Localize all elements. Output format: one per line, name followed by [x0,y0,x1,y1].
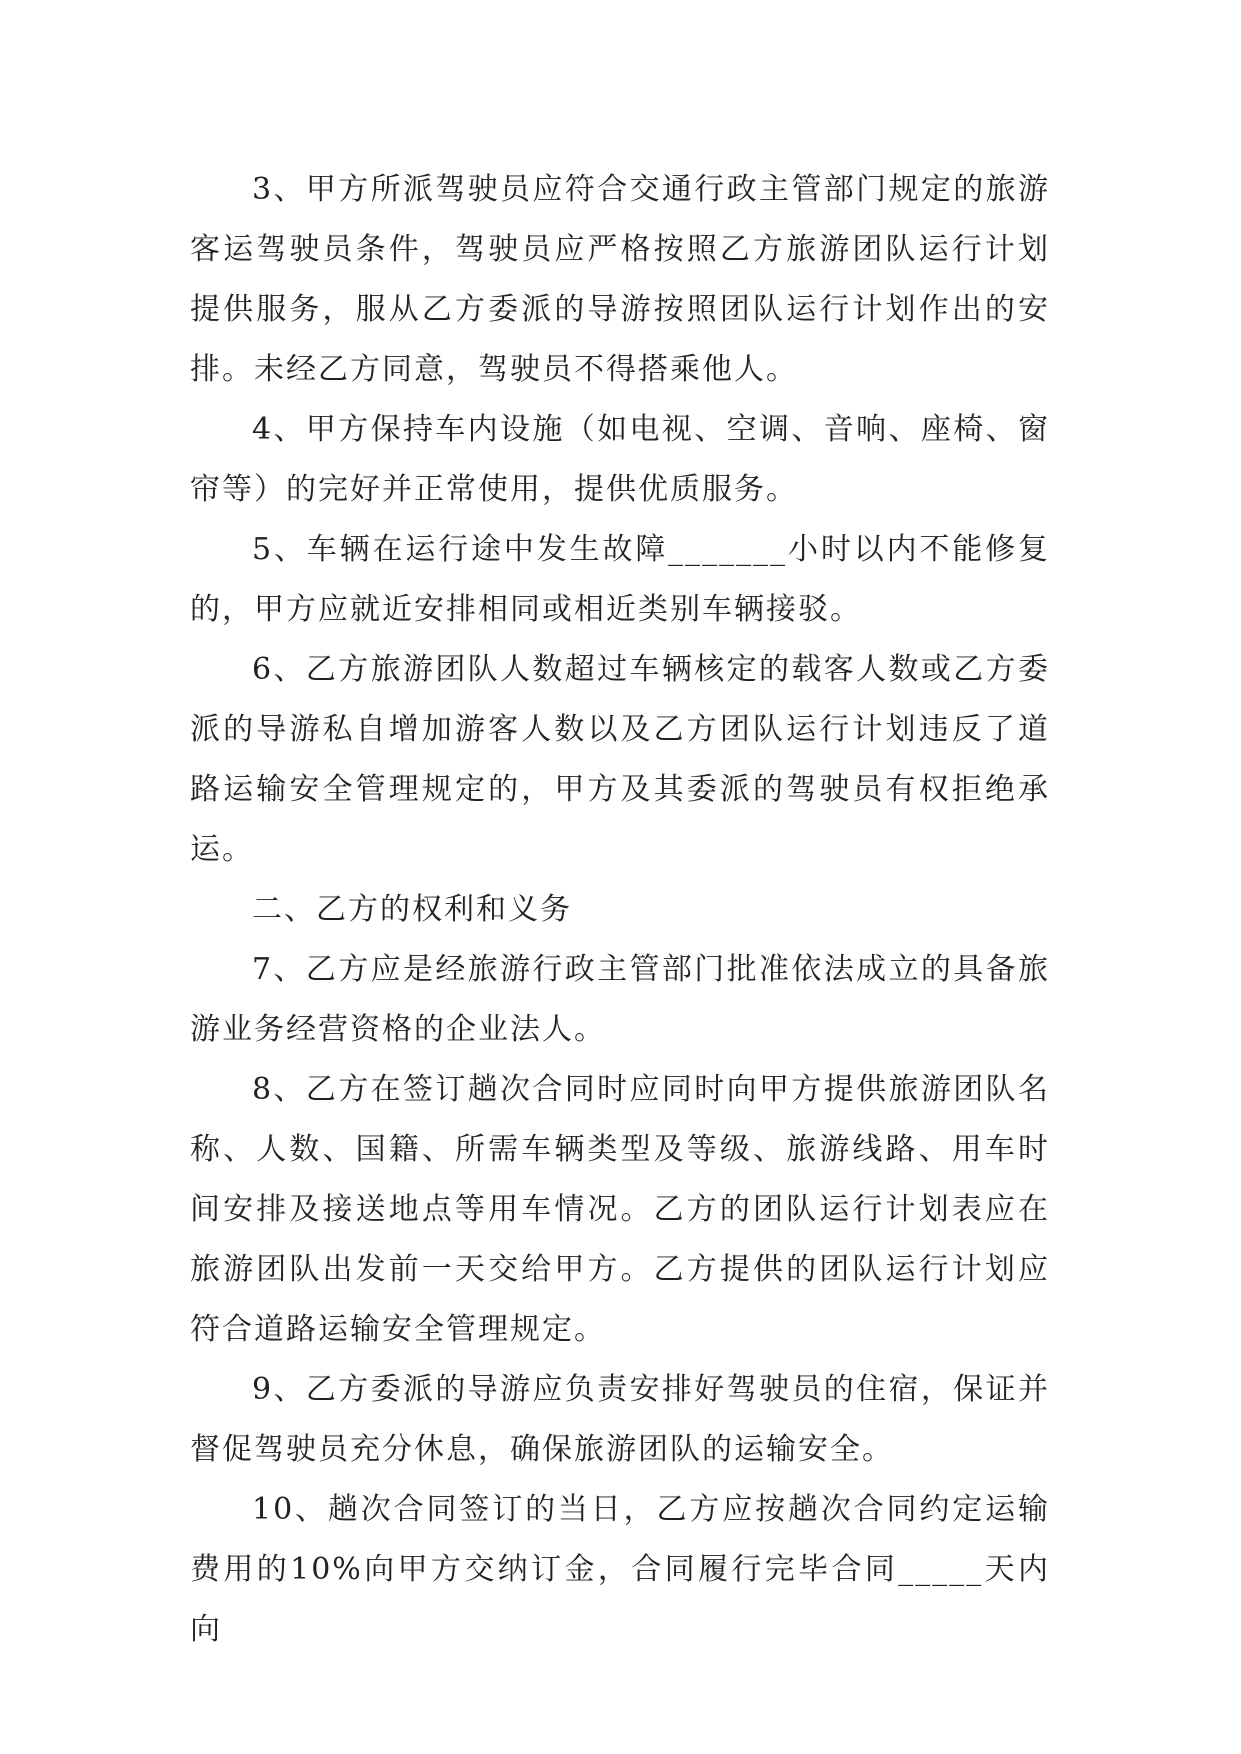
section-heading-party-b-rights: 二、乙方的权利和义务 [252,892,572,927]
paragraph-10: 10、趟次合同签订的当日，乙方应按趟次合同约定运输费用的10%向甲方交纳订金，合同履行完毕合同_____天内向 [190,1492,1050,1647]
paragraph-8: 8、乙方在签订趟次合同时应同时向甲方提供旅游团队名称、人数、国籍、所需车辆类型及等级、旅游线路、用车时间安排及接送地点等用车情况。乙方的团队运行计划表应在旅游团队出发前一天交给甲方。乙方提供的团队运行计划应符合道路运输安全管理规定。 [190,1072,1050,1347]
paragraph-4: 4、甲方保持车内设施（如电视、空调、音响、座椅、窗帘等）的完好并正常使用，提供优质服务。 [190,412,1050,507]
paragraph-6: 6、乙方旅游团队人数超过车辆核定的载客人数或乙方委派的导游私自增加游客人数以及乙方团队运行计划违反了道路运输安全管理规定的，甲方及其委派的驾驶员有权拒绝承运。 [190,652,1050,867]
document-body [190,160,1050,1660]
paragraph-7: 7、乙方应是经旅游行政主管部门批准依法成立的具备旅游业务经营资格的企业法人。 [190,952,1050,1047]
paragraph-3: 3、甲方所派驾驶员应符合交通行政主管部门规定的旅游客运驾驶员条件，驾驶员应严格按照乙方旅游团队运行计划提供服务，服从乙方委派的导游按照团队运行计划作出的安排。未经乙方同意，驾驶员不得搭乘他人。 [190,172,1050,387]
paragraph-9: 9、乙方委派的导游应负责安排好驾驶员的住宿，保证并督促驾驶员充分休息，确保旅游团队的运输安全。 [190,1372,1050,1467]
paragraph-5: 5、车辆在运行途中发生故障_______小时以内不能修复的，甲方应就近安排相同或相近类别车辆接驳。 [190,532,1050,627]
